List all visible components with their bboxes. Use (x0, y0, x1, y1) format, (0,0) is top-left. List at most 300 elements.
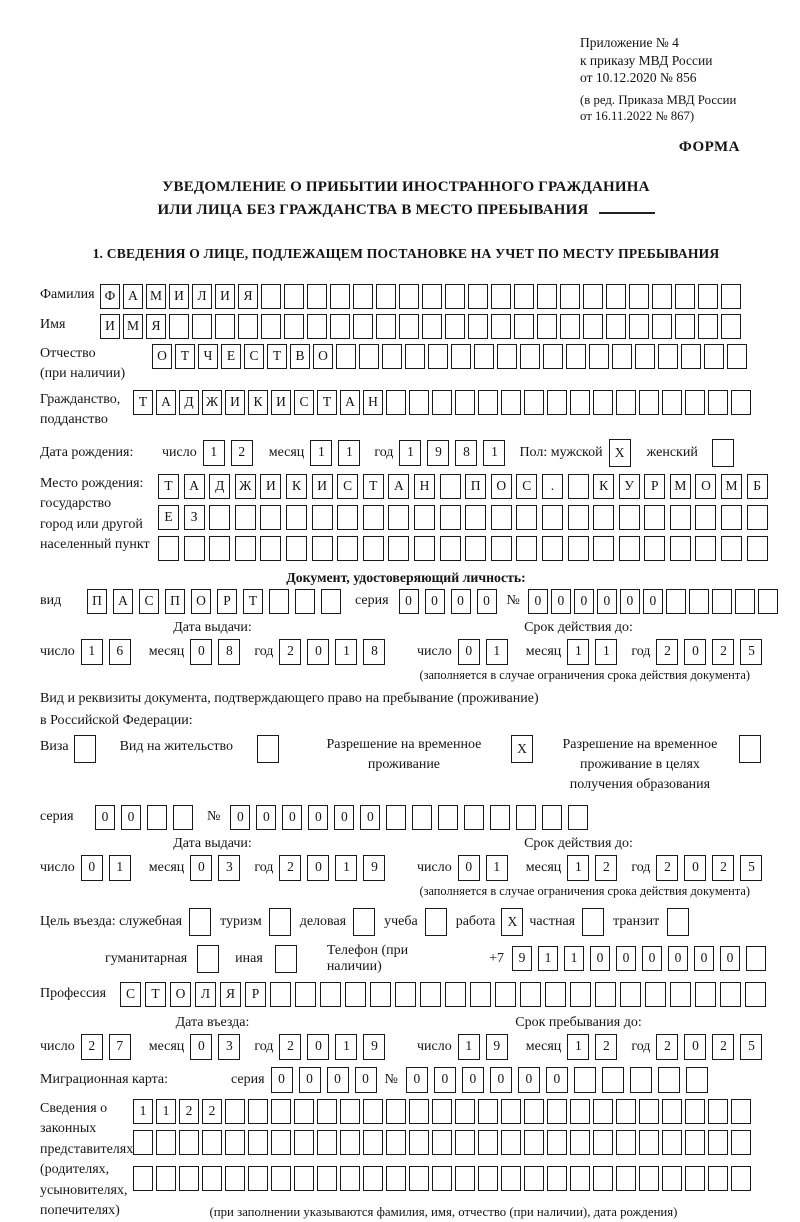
char-cell[interactable] (616, 390, 636, 415)
char-cell[interactable] (695, 536, 716, 561)
char-cell[interactable] (747, 505, 768, 530)
char-cell[interactable]: О (170, 982, 191, 1007)
char-cell[interactable] (209, 505, 230, 530)
char-cell[interactable]: Т (363, 474, 384, 499)
char-cell[interactable] (666, 589, 686, 614)
char-cell[interactable]: Р (245, 982, 266, 1007)
char-cell[interactable]: П (87, 589, 107, 614)
char-cell[interactable] (644, 536, 665, 561)
phone-digit-cell[interactable]: 1 (564, 946, 584, 971)
char-cell[interactable]: 0 (574, 589, 594, 614)
char-cell[interactable] (478, 390, 498, 415)
purpose-humanitarian-checkbox[interactable] (197, 945, 219, 973)
char-cell[interactable] (312, 536, 333, 561)
char-cell[interactable] (382, 344, 402, 369)
char-cell[interactable] (758, 589, 778, 614)
char-cell[interactable]: 0 (355, 1067, 377, 1093)
char-cell[interactable]: О (313, 344, 333, 369)
char-cell[interactable]: 0 (190, 855, 212, 881)
char-cell[interactable]: 1 (335, 855, 357, 881)
char-cell[interactable]: 8 (218, 639, 240, 665)
char-cell[interactable] (704, 344, 724, 369)
char-cell[interactable] (501, 1166, 521, 1191)
char-cell[interactable]: 0 (458, 855, 480, 881)
phone-digit-cell[interactable]: 0 (642, 946, 662, 971)
char-cell[interactable] (478, 1166, 498, 1191)
char-cell[interactable] (595, 982, 616, 1007)
char-cell[interactable]: А (113, 589, 133, 614)
char-cell[interactable]: 2 (595, 1034, 617, 1060)
char-cell[interactable]: М (721, 474, 742, 499)
char-cell[interactable] (593, 1130, 613, 1155)
char-cell[interactable]: А (184, 474, 205, 499)
phone-digit-cell[interactable]: 0 (720, 946, 740, 971)
char-cell[interactable] (271, 1166, 291, 1191)
char-cell[interactable]: 1 (595, 639, 617, 665)
char-cell[interactable]: 0 (81, 855, 103, 881)
char-cell[interactable]: О (695, 474, 716, 499)
char-cell[interactable]: С (244, 344, 264, 369)
char-cell[interactable]: 0 (307, 855, 329, 881)
char-cell[interactable]: Н (363, 390, 383, 415)
char-cell[interactable] (225, 1099, 245, 1124)
char-cell[interactable] (566, 344, 586, 369)
char-cell[interactable] (225, 1130, 245, 1155)
char-cell[interactable] (708, 1130, 728, 1155)
char-cell[interactable] (685, 1166, 705, 1191)
char-cell[interactable] (670, 982, 691, 1007)
char-cell[interactable] (470, 982, 491, 1007)
char-cell[interactable]: 2 (279, 855, 301, 881)
char-cell[interactable]: И (215, 284, 235, 309)
char-cell[interactable] (225, 1166, 245, 1191)
char-cell[interactable]: 0 (190, 639, 212, 665)
char-cell[interactable] (652, 284, 672, 309)
char-cell[interactable] (414, 536, 435, 561)
char-cell[interactable]: Т (175, 344, 195, 369)
char-cell[interactable]: Т (243, 589, 263, 614)
char-cell[interactable] (330, 314, 350, 339)
char-cell[interactable] (491, 284, 511, 309)
char-cell[interactable]: 1 (399, 440, 421, 466)
char-cell[interactable] (639, 1130, 659, 1155)
char-cell[interactable]: П (165, 589, 185, 614)
char-cell[interactable] (363, 505, 384, 530)
char-cell[interactable] (727, 344, 747, 369)
char-cell[interactable]: И (312, 474, 333, 499)
char-cell[interactable] (516, 805, 536, 830)
char-cell[interactable] (639, 390, 659, 415)
char-cell[interactable]: 2 (179, 1099, 199, 1124)
char-cell[interactable]: И (169, 284, 189, 309)
char-cell[interactable] (708, 390, 728, 415)
char-cell[interactable] (468, 314, 488, 339)
phone-digit-cell[interactable]: 0 (616, 946, 636, 971)
char-cell[interactable]: 2 (81, 1034, 103, 1060)
char-cell[interactable]: 1 (81, 639, 103, 665)
phone-digit-cell[interactable]: 0 (694, 946, 714, 971)
char-cell[interactable] (560, 314, 580, 339)
char-cell[interactable] (514, 284, 534, 309)
char-cell[interactable] (445, 314, 465, 339)
char-cell[interactable] (386, 1130, 406, 1155)
phone-digit-cell[interactable] (746, 946, 766, 971)
purpose-private-checkbox[interactable] (582, 908, 604, 936)
char-cell[interactable] (731, 1166, 751, 1191)
char-cell[interactable]: К (248, 390, 268, 415)
char-cell[interactable] (497, 344, 517, 369)
char-cell[interactable] (708, 1166, 728, 1191)
char-cell[interactable]: С (294, 390, 314, 415)
char-cell[interactable] (616, 1099, 636, 1124)
char-cell[interactable] (428, 344, 448, 369)
char-cell[interactable] (133, 1166, 153, 1191)
purpose-business-checkbox[interactable] (353, 908, 375, 936)
char-cell[interactable] (455, 1166, 475, 1191)
char-cell[interactable] (721, 284, 741, 309)
char-cell[interactable] (464, 805, 484, 830)
char-cell[interactable]: 0 (95, 805, 115, 830)
char-cell[interactable]: 1 (156, 1099, 176, 1124)
char-cell[interactable] (547, 1130, 567, 1155)
char-cell[interactable] (432, 1130, 452, 1155)
char-cell[interactable] (629, 284, 649, 309)
char-cell[interactable] (353, 314, 373, 339)
char-cell[interactable]: И (260, 474, 281, 499)
char-cell[interactable] (386, 390, 406, 415)
char-cell[interactable]: 0 (256, 805, 276, 830)
char-cell[interactable]: М (123, 314, 143, 339)
char-cell[interactable] (735, 589, 755, 614)
char-cell[interactable] (317, 1099, 337, 1124)
char-cell[interactable] (294, 1099, 314, 1124)
char-cell[interactable] (455, 1099, 475, 1124)
char-cell[interactable]: Т (145, 982, 166, 1007)
char-cell[interactable]: 1 (458, 1034, 480, 1060)
char-cell[interactable] (363, 1099, 383, 1124)
char-cell[interactable] (284, 314, 304, 339)
char-cell[interactable] (248, 1166, 268, 1191)
char-cell[interactable] (202, 1166, 222, 1191)
char-cell[interactable] (147, 805, 167, 830)
char-cell[interactable] (295, 589, 315, 614)
char-cell[interactable] (202, 1130, 222, 1155)
char-cell[interactable]: М (146, 284, 166, 309)
char-cell[interactable] (395, 982, 416, 1007)
char-cell[interactable]: 7 (109, 1034, 131, 1060)
char-cell[interactable]: 1 (567, 1034, 589, 1060)
char-cell[interactable] (612, 344, 632, 369)
char-cell[interactable]: 0 (458, 639, 480, 665)
char-cell[interactable]: 3 (218, 855, 240, 881)
char-cell[interactable] (658, 1067, 680, 1093)
char-cell[interactable]: 9 (363, 1034, 385, 1060)
char-cell[interactable]: Я (146, 314, 166, 339)
char-cell[interactable]: 0 (425, 589, 445, 614)
char-cell[interactable]: 2 (712, 1034, 734, 1060)
char-cell[interactable]: 0 (518, 1067, 540, 1093)
char-cell[interactable] (271, 1130, 291, 1155)
char-cell[interactable] (363, 536, 384, 561)
char-cell[interactable] (589, 344, 609, 369)
char-cell[interactable] (721, 536, 742, 561)
char-cell[interactable]: 6 (109, 639, 131, 665)
char-cell[interactable] (537, 314, 557, 339)
char-cell[interactable] (620, 982, 641, 1007)
char-cell[interactable]: 0 (551, 589, 571, 614)
char-cell[interactable]: 1 (567, 639, 589, 665)
char-cell[interactable] (445, 982, 466, 1007)
char-cell[interactable] (422, 284, 442, 309)
char-cell[interactable]: С (516, 474, 537, 499)
char-cell[interactable]: 0 (121, 805, 141, 830)
char-cell[interactable] (270, 982, 291, 1007)
char-cell[interactable] (422, 314, 442, 339)
char-cell[interactable]: А (123, 284, 143, 309)
char-cell[interactable] (261, 284, 281, 309)
char-cell[interactable] (731, 1130, 751, 1155)
char-cell[interactable] (420, 982, 441, 1007)
char-cell[interactable] (545, 982, 566, 1007)
char-cell[interactable] (542, 805, 562, 830)
char-cell[interactable]: 0 (406, 1067, 428, 1093)
char-cell[interactable] (662, 1130, 682, 1155)
char-cell[interactable]: 0 (620, 589, 640, 614)
char-cell[interactable] (438, 805, 458, 830)
sex-female-checkbox[interactable] (712, 439, 734, 467)
char-cell[interactable] (261, 314, 281, 339)
char-cell[interactable]: И (100, 314, 120, 339)
char-cell[interactable] (337, 505, 358, 530)
char-cell[interactable]: 1 (483, 440, 505, 466)
char-cell[interactable] (639, 1166, 659, 1191)
char-cell[interactable] (474, 344, 494, 369)
char-cell[interactable]: 2 (595, 855, 617, 881)
char-cell[interactable] (179, 1130, 199, 1155)
char-cell[interactable] (386, 805, 406, 830)
char-cell[interactable] (133, 1130, 153, 1155)
char-cell[interactable] (445, 284, 465, 309)
char-cell[interactable]: Я (238, 284, 258, 309)
char-cell[interactable] (345, 982, 366, 1007)
char-cell[interactable] (320, 982, 341, 1007)
char-cell[interactable] (260, 505, 281, 530)
char-cell[interactable] (295, 982, 316, 1007)
char-cell[interactable] (478, 1130, 498, 1155)
char-cell[interactable] (173, 805, 193, 830)
char-cell[interactable] (260, 536, 281, 561)
char-cell[interactable]: . (542, 474, 563, 499)
char-cell[interactable] (271, 1099, 291, 1124)
char-cell[interactable] (644, 505, 665, 530)
char-cell[interactable]: Д (209, 474, 230, 499)
char-cell[interactable]: 1 (567, 855, 589, 881)
char-cell[interactable] (337, 536, 358, 561)
char-cell[interactable] (248, 1130, 268, 1155)
char-cell[interactable] (370, 982, 391, 1007)
char-cell[interactable] (432, 390, 452, 415)
sex-male-checkbox[interactable]: X (609, 439, 631, 467)
char-cell[interactable] (662, 390, 682, 415)
char-cell[interactable]: 2 (202, 1099, 222, 1124)
char-cell[interactable] (542, 505, 563, 530)
char-cell[interactable] (685, 1099, 705, 1124)
char-cell[interactable] (629, 314, 649, 339)
char-cell[interactable]: 8 (363, 639, 385, 665)
char-cell[interactable]: 2 (712, 639, 734, 665)
char-cell[interactable] (238, 314, 258, 339)
char-cell[interactable] (645, 982, 666, 1007)
char-cell[interactable] (662, 1099, 682, 1124)
char-cell[interactable]: 0 (282, 805, 302, 830)
char-cell[interactable] (675, 284, 695, 309)
char-cell[interactable] (570, 1130, 590, 1155)
char-cell[interactable] (695, 982, 716, 1007)
char-cell[interactable] (269, 589, 289, 614)
char-cell[interactable] (451, 344, 471, 369)
char-cell[interactable] (568, 474, 589, 499)
char-cell[interactable] (340, 1130, 360, 1155)
char-cell[interactable]: 5 (740, 1034, 762, 1060)
char-cell[interactable] (520, 982, 541, 1007)
char-cell[interactable] (440, 536, 461, 561)
char-cell[interactable] (681, 344, 701, 369)
char-cell[interactable] (156, 1166, 176, 1191)
char-cell[interactable] (501, 390, 521, 415)
char-cell[interactable] (465, 536, 486, 561)
char-cell[interactable]: 0 (307, 1034, 329, 1060)
char-cell[interactable]: 0 (684, 855, 706, 881)
char-cell[interactable] (560, 284, 580, 309)
char-cell[interactable] (731, 1099, 751, 1124)
char-cell[interactable] (616, 1166, 636, 1191)
char-cell[interactable] (409, 1099, 429, 1124)
char-cell[interactable] (574, 1067, 596, 1093)
char-cell[interactable] (184, 536, 205, 561)
char-cell[interactable] (491, 314, 511, 339)
char-cell[interactable] (639, 1099, 659, 1124)
char-cell[interactable]: И (271, 390, 291, 415)
char-cell[interactable]: З (184, 505, 205, 530)
char-cell[interactable]: 0 (477, 589, 497, 614)
char-cell[interactable] (501, 1130, 521, 1155)
char-cell[interactable] (670, 536, 691, 561)
char-cell[interactable] (409, 1166, 429, 1191)
char-cell[interactable] (340, 1166, 360, 1191)
purpose-work-checkbox[interactable]: X (501, 908, 523, 936)
char-cell[interactable] (698, 314, 718, 339)
char-cell[interactable] (568, 505, 589, 530)
char-cell[interactable] (570, 982, 591, 1007)
char-cell[interactable] (317, 1166, 337, 1191)
char-cell[interactable]: 0 (271, 1067, 293, 1093)
char-cell[interactable]: С (139, 589, 159, 614)
char-cell[interactable] (547, 1166, 567, 1191)
char-cell[interactable]: 0 (490, 1067, 512, 1093)
char-cell[interactable]: Ч (198, 344, 218, 369)
char-cell[interactable] (547, 390, 567, 415)
char-cell[interactable]: 1 (486, 855, 508, 881)
char-cell[interactable] (330, 284, 350, 309)
char-cell[interactable] (593, 1099, 613, 1124)
char-cell[interactable] (602, 1067, 624, 1093)
char-cell[interactable] (695, 505, 716, 530)
char-cell[interactable] (593, 536, 614, 561)
char-cell[interactable] (491, 536, 512, 561)
char-cell[interactable] (662, 1166, 682, 1191)
char-cell[interactable]: 2 (656, 855, 678, 881)
char-cell[interactable] (386, 1166, 406, 1191)
char-cell[interactable] (336, 344, 356, 369)
char-cell[interactable] (568, 805, 588, 830)
char-cell[interactable]: У (619, 474, 640, 499)
char-cell[interactable] (432, 1099, 452, 1124)
char-cell[interactable] (414, 505, 435, 530)
char-cell[interactable] (616, 1130, 636, 1155)
residence-permit-checkbox[interactable] (257, 735, 279, 763)
purpose-tourism-checkbox[interactable] (269, 908, 291, 936)
char-cell[interactable] (405, 344, 425, 369)
char-cell[interactable] (635, 344, 655, 369)
char-cell[interactable] (593, 1166, 613, 1191)
char-cell[interactable]: Т (158, 474, 179, 499)
char-cell[interactable] (593, 505, 614, 530)
char-cell[interactable] (570, 390, 590, 415)
char-cell[interactable] (524, 1099, 544, 1124)
char-cell[interactable]: А (156, 390, 176, 415)
char-cell[interactable] (686, 1067, 708, 1093)
char-cell[interactable]: А (388, 474, 409, 499)
char-cell[interactable]: 0 (327, 1067, 349, 1093)
char-cell[interactable] (286, 536, 307, 561)
char-cell[interactable]: Л (195, 982, 216, 1007)
char-cell[interactable] (478, 1099, 498, 1124)
char-cell[interactable] (363, 1130, 383, 1155)
char-cell[interactable] (675, 314, 695, 339)
char-cell[interactable] (294, 1166, 314, 1191)
char-cell[interactable]: 3 (218, 1034, 240, 1060)
char-cell[interactable] (583, 284, 603, 309)
char-cell[interactable]: 2 (279, 639, 301, 665)
char-cell[interactable] (619, 536, 640, 561)
char-cell[interactable]: В (290, 344, 310, 369)
char-cell[interactable] (658, 344, 678, 369)
char-cell[interactable] (412, 805, 432, 830)
char-cell[interactable] (524, 390, 544, 415)
char-cell[interactable]: 1 (133, 1099, 153, 1124)
char-cell[interactable]: 0 (462, 1067, 484, 1093)
char-cell[interactable] (491, 505, 512, 530)
char-cell[interactable] (721, 314, 741, 339)
char-cell[interactable]: Р (217, 589, 237, 614)
char-cell[interactable]: 0 (684, 1034, 706, 1060)
char-cell[interactable]: 1 (486, 639, 508, 665)
char-cell[interactable] (712, 589, 732, 614)
char-cell[interactable] (606, 284, 626, 309)
char-cell[interactable]: Ж (235, 474, 256, 499)
char-cell[interactable]: 0 (360, 805, 380, 830)
char-cell[interactable]: 1 (203, 440, 225, 466)
char-cell[interactable] (543, 344, 563, 369)
char-cell[interactable] (359, 344, 379, 369)
char-cell[interactable]: 0 (190, 1034, 212, 1060)
char-cell[interactable] (388, 536, 409, 561)
char-cell[interactable] (583, 314, 603, 339)
char-cell[interactable] (409, 1130, 429, 1155)
char-cell[interactable] (386, 1099, 406, 1124)
char-cell[interactable]: 0 (643, 589, 663, 614)
char-cell[interactable]: Д (179, 390, 199, 415)
